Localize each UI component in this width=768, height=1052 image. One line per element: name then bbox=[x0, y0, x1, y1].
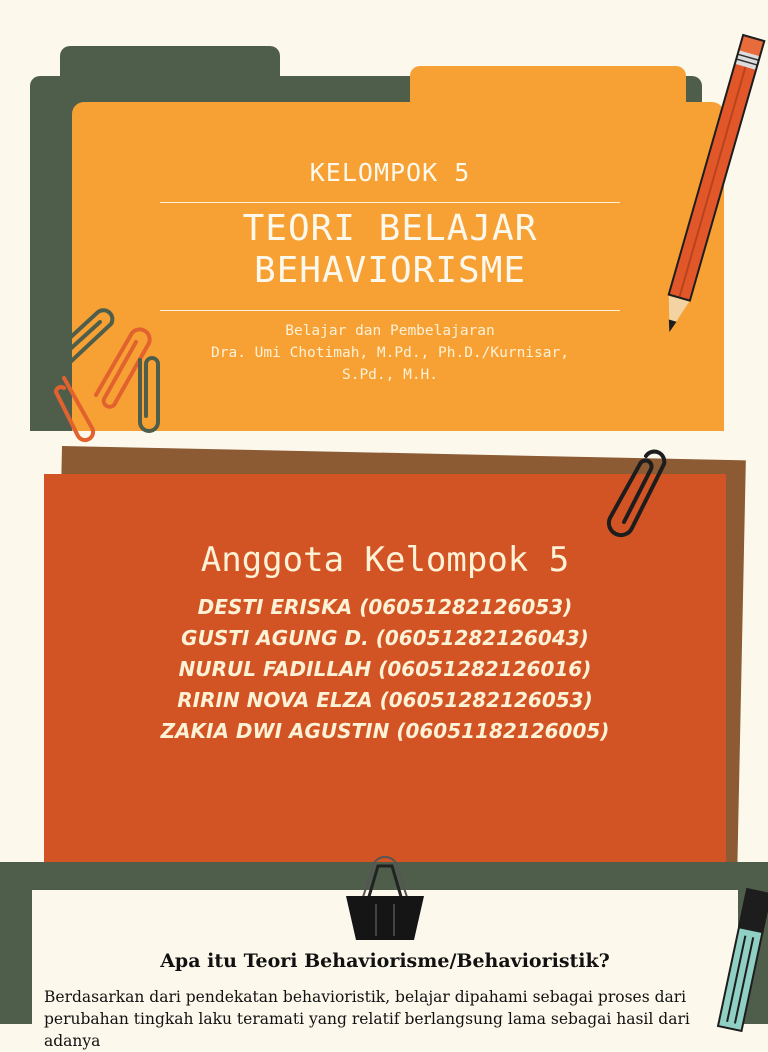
divider-bottom bbox=[160, 310, 620, 311]
paperclip-icon bbox=[36, 300, 176, 435]
section-paragraph: Berdasarkan dari pendekatan behavioristik, belajar dipahami sebagai proses dari perubahan tingkah laku teramati yang relatif berlangsung lama sebagai hasil dari adanya bbox=[44, 988, 690, 1050]
section-heading: Apa itu Teori Behaviorisme/Behavioristik? bbox=[160, 950, 610, 972]
list-item: ZAKIA DWI AGUSTIN (06051182126005) bbox=[160, 719, 610, 743]
members-heading: Anggota Kelompok 5 bbox=[200, 540, 570, 580]
lecturers-line-1: Dra. Umi Chotimah, M.Pd., Ph.D./Kurnisar, bbox=[211, 345, 569, 361]
paperclip-icon bbox=[600, 444, 680, 540]
lecturers-line-2: S.Pd., M.H. bbox=[341, 367, 439, 383]
list-item: NURUL FADILLAH (06051282126016) bbox=[178, 657, 592, 681]
divider-top bbox=[160, 202, 620, 203]
list-item: RIRIN NOVA ELZA (06051282126053) bbox=[177, 688, 593, 712]
pencil-icon bbox=[656, 22, 766, 352]
title-line-1: TEORI BELAJAR bbox=[242, 208, 538, 249]
binder-clip-icon bbox=[340, 860, 430, 944]
course-name: Belajar dan Pembelajaran bbox=[285, 323, 495, 339]
course-info bbox=[160, 320, 620, 386]
group-label: KELOMPOK 5 bbox=[309, 158, 471, 187]
members-list bbox=[44, 592, 726, 747]
page-title bbox=[140, 208, 640, 292]
title-line-2: BEHAVIORISME bbox=[253, 250, 527, 291]
list-item: GUSTI AGUNG D. (06051282126043) bbox=[181, 626, 589, 650]
list-item: DESTI ERISKA (06051282126053) bbox=[197, 595, 573, 619]
